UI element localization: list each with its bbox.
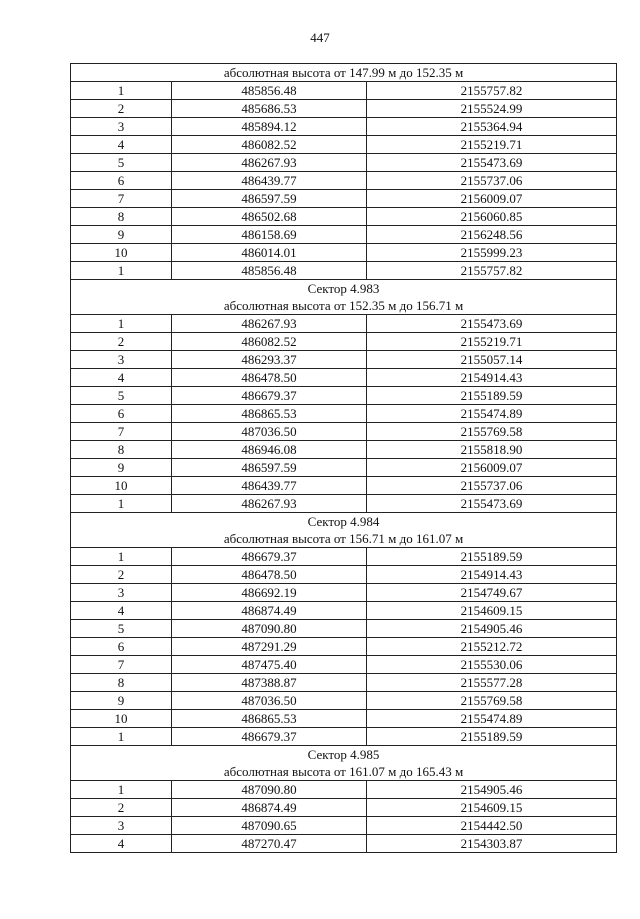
coord-x: 486692.19 xyxy=(172,584,367,602)
table-row xyxy=(71,351,617,369)
coord-x: 485894.12 xyxy=(172,118,367,136)
coord-y: 2155473.69 xyxy=(367,495,617,513)
point-number: 1 xyxy=(71,728,172,746)
coord-y: 2154749.67 xyxy=(367,584,617,602)
coord-y: 2155189.59 xyxy=(367,387,617,405)
altitude-row xyxy=(71,763,617,781)
sector-title: Сектор 4.983 xyxy=(71,280,617,298)
table-row xyxy=(71,118,617,136)
coord-y: 2156248.56 xyxy=(367,226,617,244)
table-row xyxy=(71,602,617,620)
coord-y: 2154303.87 xyxy=(367,835,617,853)
coord-x: 487475.40 xyxy=(172,656,367,674)
table-row xyxy=(71,315,617,333)
page-number: 447 xyxy=(310,30,330,45)
coord-x: 487090.80 xyxy=(172,781,367,799)
coord-x: 487090.65 xyxy=(172,817,367,835)
point-number: 9 xyxy=(71,226,172,244)
table-row xyxy=(71,817,617,835)
altitude-range: абсолютная высота от 161.07 м до 165.43 м xyxy=(71,763,617,781)
point-number: 10 xyxy=(71,710,172,728)
table-row xyxy=(71,620,617,638)
table-row xyxy=(71,441,617,459)
point-number: 5 xyxy=(71,620,172,638)
coord-y: 2155737.06 xyxy=(367,477,617,495)
coord-x: 486478.50 xyxy=(172,369,367,387)
coord-x: 485856.48 xyxy=(172,82,367,100)
point-number: 4 xyxy=(71,835,172,853)
coord-y: 2155212.72 xyxy=(367,638,617,656)
table-row xyxy=(71,656,617,674)
table-row xyxy=(71,369,617,387)
point-number: 7 xyxy=(71,656,172,674)
table-row xyxy=(71,262,617,280)
coord-y: 2155577.28 xyxy=(367,674,617,692)
table-row xyxy=(71,226,617,244)
table-row xyxy=(71,799,617,817)
point-number: 1 xyxy=(71,262,172,280)
point-number: 2 xyxy=(71,100,172,118)
coord-y: 2155530.06 xyxy=(367,656,617,674)
point-number: 4 xyxy=(71,602,172,620)
coordinates-table xyxy=(70,63,617,853)
coord-y: 2156009.07 xyxy=(367,190,617,208)
coord-x: 486597.59 xyxy=(172,459,367,477)
coord-y: 2155769.58 xyxy=(367,692,617,710)
point-number: 5 xyxy=(71,154,172,172)
point-number: 2 xyxy=(71,566,172,584)
point-number: 1 xyxy=(71,82,172,100)
coord-x: 486679.37 xyxy=(172,548,367,566)
coord-x: 487270.47 xyxy=(172,835,367,853)
table-row xyxy=(71,674,617,692)
altitude-row xyxy=(71,297,617,315)
altitude-range: абсолютная высота от 147.99 м до 152.35 м xyxy=(71,64,617,82)
coord-x: 486679.37 xyxy=(172,728,367,746)
table-row xyxy=(71,638,617,656)
point-number: 3 xyxy=(71,351,172,369)
coord-y: 2155524.99 xyxy=(367,100,617,118)
point-number: 6 xyxy=(71,172,172,190)
table-row xyxy=(71,566,617,584)
coord-x: 486082.52 xyxy=(172,333,367,351)
altitude-range: абсолютная высота от 156.71 м до 161.07 м xyxy=(71,530,617,548)
point-number: 3 xyxy=(71,584,172,602)
coord-x: 486874.49 xyxy=(172,602,367,620)
coord-x: 487036.50 xyxy=(172,692,367,710)
point-number: 9 xyxy=(71,692,172,710)
coord-y: 2155473.69 xyxy=(367,315,617,333)
table-row xyxy=(71,136,617,154)
point-number: 9 xyxy=(71,459,172,477)
table-row xyxy=(71,584,617,602)
coord-y: 2154609.15 xyxy=(367,799,617,817)
table-row xyxy=(71,387,617,405)
table-row xyxy=(71,172,617,190)
point-number: 8 xyxy=(71,674,172,692)
coord-y: 2156009.07 xyxy=(367,459,617,477)
table-row xyxy=(71,82,617,100)
table-row xyxy=(71,781,617,799)
coord-y: 2156060.85 xyxy=(367,208,617,226)
table-row xyxy=(71,100,617,118)
coord-x: 487036.50 xyxy=(172,423,367,441)
table-row xyxy=(71,692,617,710)
table-row xyxy=(71,208,617,226)
sector-title-row xyxy=(71,746,617,764)
point-number: 1 xyxy=(71,495,172,513)
coord-x: 485686.53 xyxy=(172,100,367,118)
sector-title-row xyxy=(71,280,617,298)
coord-y: 2155219.71 xyxy=(367,333,617,351)
coord-y: 2155473.69 xyxy=(367,154,617,172)
altitude-row xyxy=(71,64,617,82)
coord-y: 2155818.90 xyxy=(367,441,617,459)
point-number: 5 xyxy=(71,387,172,405)
point-number: 4 xyxy=(71,136,172,154)
point-number: 6 xyxy=(71,405,172,423)
coord-y: 2154914.43 xyxy=(367,369,617,387)
point-number: 7 xyxy=(71,423,172,441)
coord-x: 487090.80 xyxy=(172,620,367,638)
point-number: 8 xyxy=(71,441,172,459)
point-number: 1 xyxy=(71,315,172,333)
coord-y: 2155474.89 xyxy=(367,405,617,423)
coord-x: 486502.68 xyxy=(172,208,367,226)
table-row xyxy=(71,728,617,746)
coord-x: 486478.50 xyxy=(172,566,367,584)
point-number: 1 xyxy=(71,548,172,566)
coord-y: 2155769.58 xyxy=(367,423,617,441)
coord-y: 2154905.46 xyxy=(367,620,617,638)
coord-y: 2155757.82 xyxy=(367,82,617,100)
coord-x: 486439.77 xyxy=(172,477,367,495)
coord-x: 486293.37 xyxy=(172,351,367,369)
coord-y: 2154914.43 xyxy=(367,566,617,584)
point-number: 3 xyxy=(71,817,172,835)
table-row xyxy=(71,333,617,351)
sector-title: Сектор 4.984 xyxy=(71,513,617,531)
point-number: 8 xyxy=(71,208,172,226)
point-number: 4 xyxy=(71,369,172,387)
coord-x: 486597.59 xyxy=(172,190,367,208)
point-number: 2 xyxy=(71,333,172,351)
table-row xyxy=(71,405,617,423)
coord-y: 2155757.82 xyxy=(367,262,617,280)
point-number: 2 xyxy=(71,799,172,817)
point-number: 10 xyxy=(71,477,172,495)
altitude-range: абсолютная высота от 152.35 м до 156.71 м xyxy=(71,297,617,315)
point-number: 10 xyxy=(71,244,172,262)
table-row xyxy=(71,190,617,208)
coord-x: 486014.01 xyxy=(172,244,367,262)
coord-y: 2155189.59 xyxy=(367,728,617,746)
coord-x: 486267.93 xyxy=(172,154,367,172)
sector-title-row xyxy=(71,513,617,531)
coord-x: 486439.77 xyxy=(172,172,367,190)
coord-y: 2155219.71 xyxy=(367,136,617,154)
coord-x: 486946.08 xyxy=(172,441,367,459)
table-row xyxy=(71,423,617,441)
coord-x: 486865.53 xyxy=(172,710,367,728)
table-row xyxy=(71,710,617,728)
altitude-row xyxy=(71,530,617,548)
table-row xyxy=(71,244,617,262)
coordinates-table-body xyxy=(71,64,617,853)
point-number: 7 xyxy=(71,190,172,208)
table-row xyxy=(71,154,617,172)
coord-x: 486874.49 xyxy=(172,799,367,817)
table-row xyxy=(71,459,617,477)
coord-x: 487291.29 xyxy=(172,638,367,656)
table-row xyxy=(71,495,617,513)
coord-x: 486865.53 xyxy=(172,405,367,423)
table-row xyxy=(71,548,617,566)
point-number: 3 xyxy=(71,118,172,136)
point-number: 1 xyxy=(71,781,172,799)
coord-x: 486267.93 xyxy=(172,495,367,513)
coord-y: 2155999.23 xyxy=(367,244,617,262)
coord-y: 2154442.50 xyxy=(367,817,617,835)
coord-y: 2155737.06 xyxy=(367,172,617,190)
table-row xyxy=(71,835,617,853)
coord-y: 2155189.59 xyxy=(367,548,617,566)
coord-x: 487388.87 xyxy=(172,674,367,692)
coord-x: 485856.48 xyxy=(172,262,367,280)
coord-x: 486679.37 xyxy=(172,387,367,405)
coord-y: 2155474.89 xyxy=(367,710,617,728)
coord-x: 486082.52 xyxy=(172,136,367,154)
table-row xyxy=(71,477,617,495)
coord-x: 486267.93 xyxy=(172,315,367,333)
coord-y: 2155364.94 xyxy=(367,118,617,136)
coord-x: 486158.69 xyxy=(172,226,367,244)
sector-title: Сектор 4.985 xyxy=(71,746,617,764)
coord-y: 2155057.14 xyxy=(367,351,617,369)
point-number: 6 xyxy=(71,638,172,656)
coord-y: 2154905.46 xyxy=(367,781,617,799)
coord-y: 2154609.15 xyxy=(367,602,617,620)
